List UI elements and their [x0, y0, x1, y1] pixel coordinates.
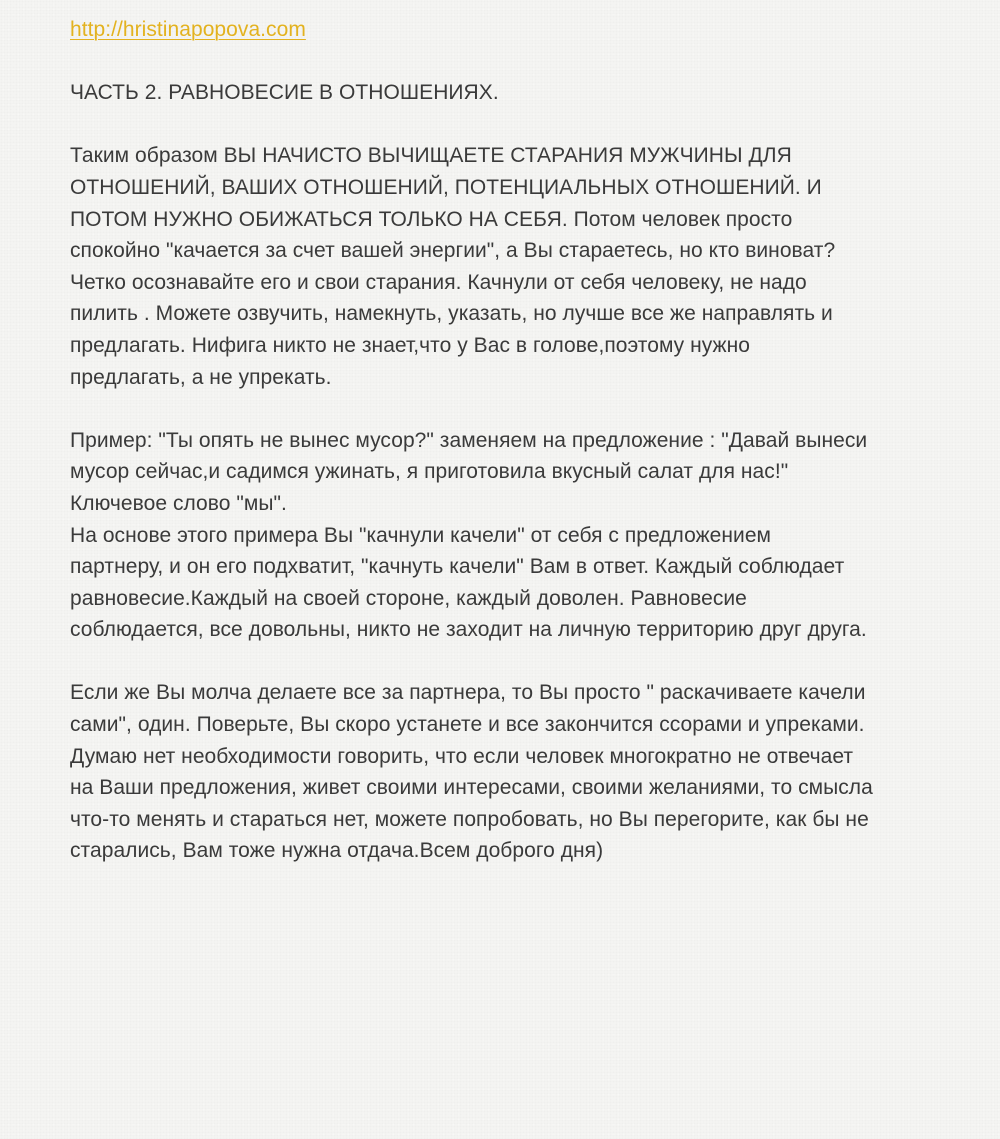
text-line: Если же Вы молча делаете все за партнера, то Вы просто " раскачиваете качели: [70, 681, 866, 705]
text-line: спокойно "качается за счет вашей энергии", а Вы стараетесь, но кто виноват?: [70, 239, 836, 263]
text-line: равновесие.Каждый на своей стороне, каждый доволен. Равновесие: [70, 586, 747, 610]
text-line: соблюдается, все довольны, никто не заходит на личную территорию друг друга.: [70, 618, 867, 642]
text-line: ОТНОШЕНИЙ, ВАШИХ ОТНОШЕНИЙ, ПОТЕНЦИАЛЬНЫХ ОТНОШЕНИЙ. И: [70, 175, 822, 199]
text-line: Думаю нет необходимости говорить, что если человек многократно не отвечает: [70, 744, 854, 768]
text-line: старались, Вам тоже нужна отдача.Всем доброго дня): [70, 839, 604, 863]
blank-line: [70, 109, 950, 141]
note-body[interactable]: [70, 14, 950, 867]
text-line: Пример: "Ты опять не вынес мусор?" заменяем на предложение : "Давай вынеси: [70, 428, 868, 452]
text-line: Ключевое слово "мы".: [70, 491, 287, 515]
blank-line: [70, 393, 950, 425]
note-title: ЧАСТЬ 2. РАВНОВЕСИЕ В ОТНОШЕНИЯХ.: [70, 81, 499, 105]
website-link[interactable]: http://hristinapopova.com: [70, 18, 306, 41]
paragraph-1: [70, 140, 950, 393]
paragraph-3: [70, 677, 950, 867]
text-line: На основе этого примера Вы "качнули качели" от себя с предложением: [70, 523, 772, 547]
text-line: что-то менять и стараться нет, можете попробовать, но Вы перегорите, как бы не: [70, 807, 869, 831]
text-line: предлагать. Нифига никто не знает,что у Вас в голове,поэтому нужно: [70, 333, 751, 357]
text-line: пилить . Можете озвучить, намекнуть, указать, но лучше все же направлять и: [70, 302, 833, 326]
text-line: Таким образом ВЫ НАЧИСТО ВЫЧИЩАЕТЕ СТАРАНИЯ МУЖЧИНЫ ДЛЯ: [70, 144, 792, 168]
paragraph-2: [70, 425, 950, 646]
text-line: предлагать, а не упрекать.: [70, 365, 332, 389]
text-line: мусор сейчас,и садимся ужинать, я приготовила вкусный салат для нас!": [70, 460, 789, 484]
text-line: партнеру, и он его подхватит, "качнуть качели" Вам в ответ. Каждый соблюдает: [70, 555, 845, 579]
blank-line: [70, 46, 950, 78]
text-line: сами", один. Поверьте, Вы скоро устанете и все закончится ссорами и упреками.: [70, 713, 865, 737]
text-line: на Ваши предложения, живет своими интересами, своими желаниями, то смысла: [70, 776, 873, 800]
blank-line: [70, 646, 950, 678]
text-line: Четко осознавайте его и свои старания. Качнули от себя человеку, не надо: [70, 270, 807, 294]
text-line: ПОТОМ НУЖНО ОБИЖАТЬСЯ ТОЛЬКО НА СЕБЯ. Потом человек просто: [70, 207, 793, 231]
